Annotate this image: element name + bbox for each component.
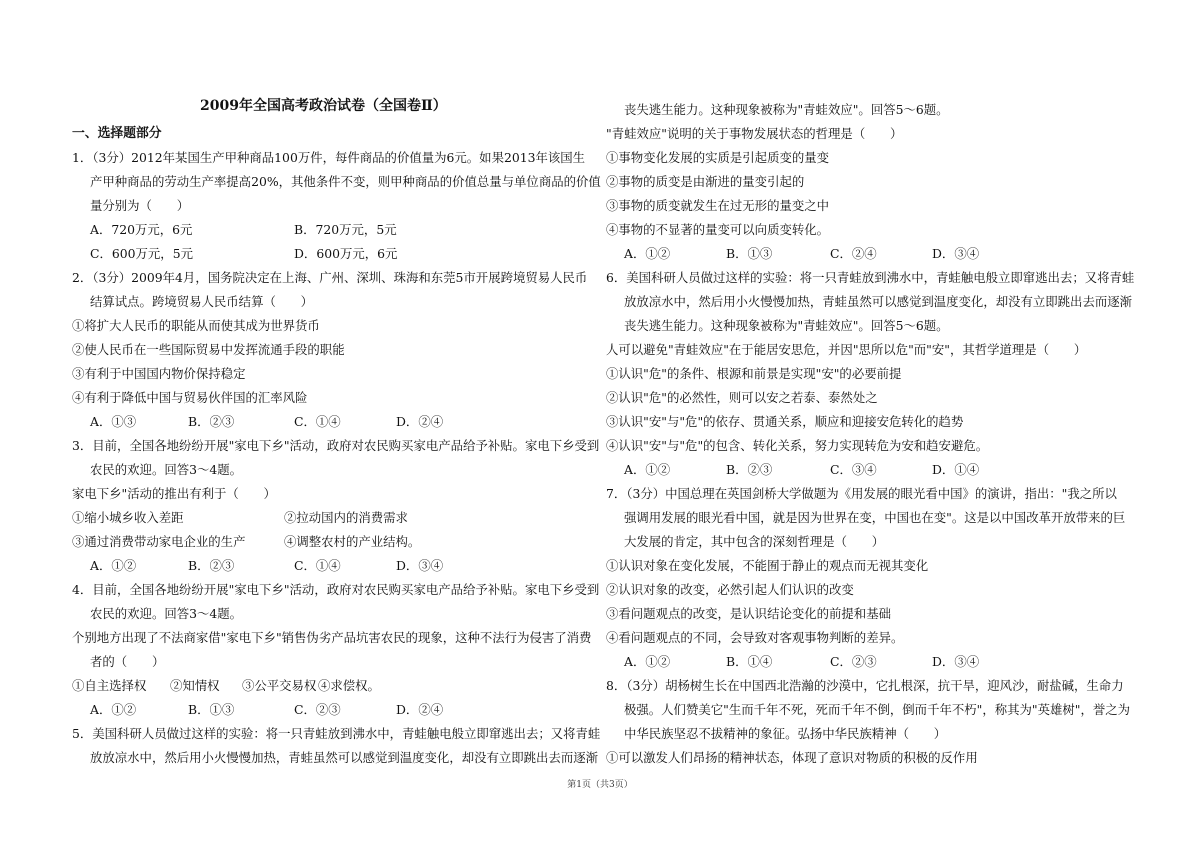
left-line: B．①③: [188, 702, 235, 717]
left-line: D．②④: [396, 702, 444, 717]
left-line: ②使人民币在一些国际贸易中发挥流通手段的职能: [72, 342, 345, 357]
left-line: ①自主选择权: [72, 678, 147, 693]
right-line: B．①④: [726, 654, 773, 669]
right-line: A．①②: [624, 654, 671, 669]
left-line: A．720万元，6元: [90, 222, 193, 237]
left-line: D．②④: [396, 414, 444, 429]
left-line: D．③④: [396, 558, 444, 573]
right-line: ①事物变化发展的实质是引起质变的量变: [606, 150, 830, 165]
left-line: C．①④: [294, 414, 341, 429]
right-line: ③认识"安"与"危"的依存、贯通关系，顺应和迎接安危转化的趋势: [606, 414, 964, 429]
left-line: 结算试点。跨境贸易人民币结算（ ）: [90, 294, 314, 309]
right-line: "青蛙效应"说明的关于事物发展状态的哲理是（ ）: [606, 126, 903, 141]
left-line: 2．（3分）2009年4月，国务院决定在上海、广州、深圳、珠海和东莞5市开展跨境贸易人民币: [72, 270, 588, 285]
left-line: C．600万元，5元: [90, 246, 193, 261]
left-line: B．②③: [188, 558, 235, 573]
right-line: 7．（3分）中国总理在英国剑桥大学做题为《用发展的眼光看中国》的演讲，指出："我之所以: [606, 486, 1117, 501]
left-line: ④求偿权。: [318, 678, 380, 693]
left-line: ①将扩大人民币的职能从而使其成为世界货币: [72, 318, 320, 333]
section-heading: 一、选择题部分: [72, 126, 162, 141]
right-line: 6．美国科研人员做过这样的实验：将一只青蛙放到沸水中，青蛙触电般立即窜逃出去；又将青蛙: [606, 270, 1135, 285]
left-line: ②知情权: [170, 678, 220, 693]
left-line: 家电下乡"活动的推出有利于（ ）: [72, 486, 276, 501]
left-line: 放放凉水中，然后用小火慢慢加热，青蛙虽然可以感觉到温度变化，却没有立即跳出去而逐渐: [90, 750, 599, 765]
left-line: D．600万元，6元: [294, 246, 398, 261]
left-line: A．①②: [90, 558, 137, 573]
left-line: 4．目前，全国各地纷纷开展"家电下乡"活动，政府对农民购买家电产品给予补贴。家电下乡受到: [72, 582, 600, 597]
left-line: 3．目前，全国各地纷纷开展"家电下乡"活动，政府对农民购买家电产品给予补贴。家电下乡受到: [72, 438, 600, 453]
left-line: ④调整农村的产业结构。: [284, 534, 421, 549]
right-line: ③事物的质变就发生在过无形的量变之中: [606, 198, 830, 213]
left-line: A．①③: [90, 414, 137, 429]
right-line: B．①③: [726, 246, 773, 261]
right-line: ①认识对象在变化发展，不能囿于静止的观点而无视其变化: [606, 558, 929, 573]
left-line: 1．（3分）2012年某国生产甲种商品100万件，每件商品的价值量为6元。如果2013年该国生: [72, 150, 586, 165]
right-line: C．②④: [830, 246, 877, 261]
left-line: B．720万元，5元: [294, 222, 397, 237]
right-line: D．③④: [932, 654, 980, 669]
left-line: 量分别为（ ）: [90, 198, 190, 213]
right-line: A．①②: [624, 246, 671, 261]
right-line: 强调用发展的眼光看中国，就是因为世界在变，中国也在变"。这是以中国改革开放带来的巨: [624, 510, 1126, 525]
right-line: ④事物的不显著的量变可以向质变转化。: [606, 222, 830, 237]
left-line: 产甲种商品的劳动生产率提高20%，其他条件不变，则甲种商品的价值总量与单位商品的价值: [90, 174, 601, 189]
right-line: ④看问题观点的不同，会导致对客观事物判断的差异。: [606, 630, 904, 645]
right-line: 中华民族坚忍不拔精神的象征。弘扬中华民族精神（ ）: [624, 726, 947, 741]
right-line: ④认识"安"与"危"的包含、转化关系，努力实现转危为安和趋安避危。: [606, 438, 989, 453]
right-line: ②认识"危"的必然性，则可以安之若泰、泰然处之: [606, 390, 878, 405]
right-line: D．③④: [932, 246, 980, 261]
left-line: A．①②: [90, 702, 137, 717]
right-line: D．①④: [932, 462, 980, 477]
right-line: ①认识"危"的条件、根源和前景是实现"安"的必要前提: [606, 366, 902, 381]
right-line: ③看问题观点的改变，是认识结论变化的前提和基础: [606, 606, 891, 621]
right-line: 人可以避免"青蛙效应"在于能居安思危，并因"思所以危"而"安"，其哲学道理是（ ）: [606, 342, 1087, 357]
right-line: 丧失逃生能力。这种现象被称为"青蛙效应"。回答5～6题。: [624, 102, 949, 117]
right-line: 放放凉水中，然后用小火慢慢加热，青蛙虽然可以感觉到温度变化，却没有立即跳出去而逐渐: [624, 294, 1133, 309]
left-line: 5．美国科研人员做过这样的实验：将一只青蛙放到沸水中，青蛙触电般立即窜逃出去；又将青蛙: [72, 726, 601, 741]
right-line: ②认识对象的改变，必然引起人们认识的改变: [606, 582, 854, 597]
right-line: 8．（3分）胡杨树生长在中国西北浩瀚的沙漠中，它扎根深，抗干旱，迎风沙，耐盐碱，生命力: [606, 678, 1124, 693]
left-line: ①缩小城乡收入差距: [72, 510, 184, 525]
right-line: 大发展的肯定，其中包含的深刻哲理是（ ）: [624, 534, 885, 549]
right-line: C．③④: [830, 462, 877, 477]
left-line: 者的（ ）: [90, 654, 165, 669]
left-line: B．②③: [188, 414, 235, 429]
left-line: ③通过消费带动家电企业的生产: [72, 534, 246, 549]
left-line: ③公平交易权: [242, 678, 317, 693]
left-line: C．①④: [294, 558, 341, 573]
left-line: 农民的欢迎。回答3～4题。: [90, 462, 243, 477]
right-line: 极强。人们赞美它"生而千年不死，死而千年不倒，倒而千年不朽"，称其为"英雄树"，誉之为: [624, 702, 1131, 717]
right-line: A．①②: [624, 462, 671, 477]
left-line: 农民的欢迎。回答3～4题。: [90, 606, 243, 621]
left-line: ③有利于中国国内物价保持稳定: [72, 366, 246, 381]
right-line: C．②③: [830, 654, 877, 669]
right-line: 丧失逃生能力。这种现象被称为"青蛙效应"。回答5～6题。: [624, 318, 949, 333]
right-line: ②事物的质变是由渐进的量变引起的: [606, 174, 805, 189]
page-footer: 第1页（共3页）: [567, 780, 633, 790]
right-line: ①可以激发人们昂扬的精神状态，体现了意识对物质的积极的反作用: [606, 750, 978, 765]
right-line: B．②③: [726, 462, 773, 477]
page-title: 2009年全国高考政治试卷（全国卷Ⅱ）: [200, 98, 447, 114]
left-line: C．②③: [294, 702, 341, 717]
left-line: ②拉动国内的消费需求: [284, 510, 408, 525]
left-line: 个别地方出现了不法商家借"家电下乡"销售伪劣产品坑害农民的现象，这种不法行为侵害了消费: [72, 630, 592, 645]
left-line: ④有利于降低中国与贸易伙伴国的汇率风险: [72, 390, 308, 405]
